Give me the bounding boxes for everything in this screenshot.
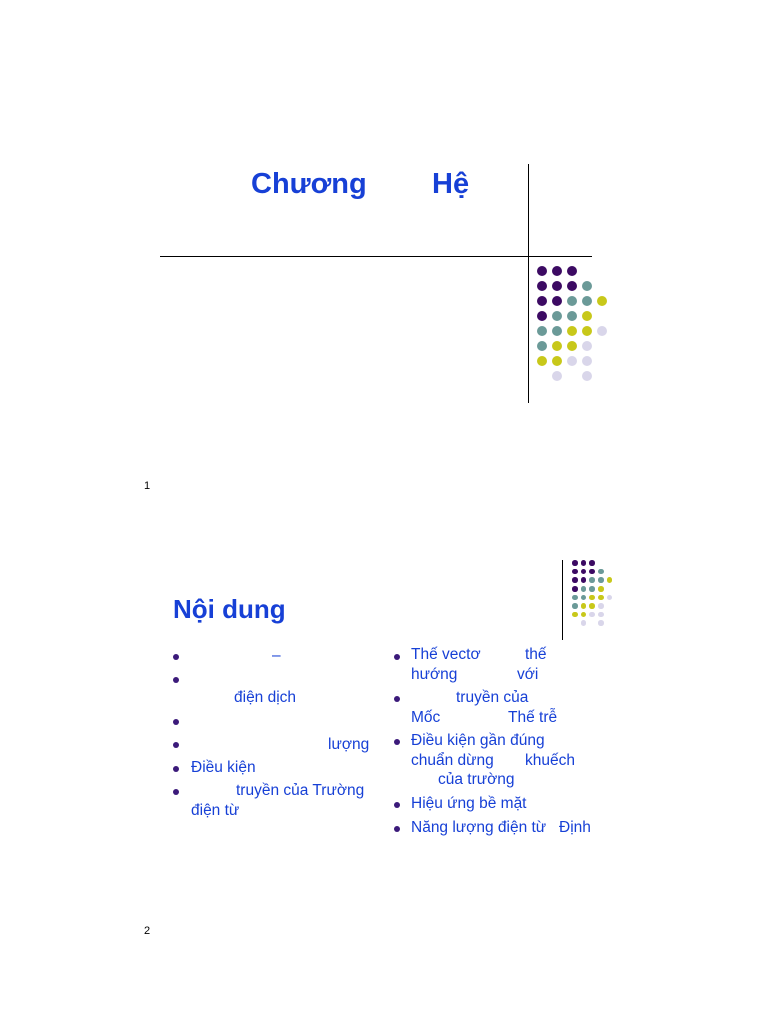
bullet-marker [173, 719, 179, 725]
pattern-dot [589, 569, 595, 575]
pattern-dot [572, 560, 578, 566]
pattern-dot [572, 586, 578, 592]
slide-1-title-word-1: Chương [251, 168, 367, 200]
right-item-1-text: Thế vectơ [411, 646, 481, 663]
pattern-dot [589, 612, 595, 618]
pattern-dot [537, 296, 547, 306]
pattern-dot [567, 341, 577, 351]
pattern-dot [581, 577, 587, 583]
pattern-dot [582, 356, 592, 366]
pattern-dot [598, 620, 604, 626]
right-item-3-text-d: của trường [438, 771, 515, 788]
pattern-dot [537, 266, 547, 276]
left-item-6-text-cont: điện từ [191, 802, 240, 819]
pattern-dot [589, 586, 595, 592]
pattern-dot [582, 341, 592, 351]
bullet-marker [394, 654, 400, 660]
pattern-dot [589, 577, 595, 583]
left-item-6-text: truyền của Trường [236, 782, 365, 799]
bullet-marker [173, 677, 179, 683]
slide-1-title-word-2: Hệ [432, 168, 470, 200]
pattern-dot [581, 586, 587, 592]
pattern-dot [537, 326, 547, 336]
right-item-2-text: truyền của [456, 689, 529, 706]
pattern-dot [607, 595, 613, 601]
pattern-dot [552, 326, 562, 336]
pattern-dot [581, 560, 587, 566]
pattern-dot [567, 266, 577, 276]
left-item-4-text: lượng [328, 736, 370, 753]
left-item-1-text: – [272, 647, 281, 664]
pattern-dot [582, 281, 592, 291]
pattern-dot [598, 577, 604, 583]
pattern-dot [552, 371, 562, 381]
pattern-dot [537, 356, 547, 366]
pattern-dot [598, 569, 604, 575]
left-item-2-text: điện dịch [234, 689, 297, 706]
pattern-dot [581, 603, 587, 609]
pattern-dot [581, 620, 587, 626]
bullet-marker [394, 802, 400, 808]
pattern-dot [572, 577, 578, 583]
left-item-5-text: Điều kiện [191, 759, 256, 776]
pattern-dot [598, 595, 604, 601]
page-number-2: 2 [144, 925, 151, 937]
pattern-dot [552, 341, 562, 351]
pattern-dot [552, 281, 562, 291]
pattern-dot [552, 266, 562, 276]
pattern-dot [607, 577, 613, 583]
right-item-1-text-b: thế [525, 646, 547, 663]
pattern-dot [581, 595, 587, 601]
pattern-dot [552, 311, 562, 321]
pattern-dot [567, 296, 577, 306]
pattern-dot [567, 281, 577, 291]
pattern-dot [572, 595, 578, 601]
pattern-dot [537, 341, 547, 351]
pattern-dot [582, 296, 592, 306]
bullet-marker [173, 742, 179, 748]
bullet-marker [173, 654, 179, 660]
pattern-dot [597, 296, 607, 306]
right-item-5-text-b: Định [559, 819, 591, 836]
pattern-dot [567, 326, 577, 336]
pattern-dot [537, 281, 547, 291]
right-item-3-text-c: khuếch [525, 752, 575, 769]
bullet-marker [173, 766, 179, 772]
pattern-dot [572, 603, 578, 609]
pattern-dot [598, 603, 604, 609]
pattern-dot [582, 311, 592, 321]
pattern-dot [582, 326, 592, 336]
pattern-dot [581, 612, 587, 618]
right-item-3-text: Điều kiện gần đúng [411, 732, 545, 749]
bullet-marker [394, 826, 400, 832]
slide-1-vertical-rule [528, 164, 529, 403]
bullet-marker [173, 789, 179, 795]
right-item-2-text-b: Mốc [411, 709, 441, 726]
pattern-dot [567, 311, 577, 321]
slide-2-vertical-rule [562, 560, 563, 640]
pattern-dot [589, 603, 595, 609]
pattern-dot [537, 311, 547, 321]
pattern-dot [567, 356, 577, 366]
pattern-dot [552, 356, 562, 366]
pattern-dot [572, 569, 578, 575]
bullet-marker [394, 696, 400, 702]
right-item-3-text-b: chuẩn dừng [411, 752, 494, 769]
pattern-dot [552, 296, 562, 306]
pattern-dot [572, 612, 578, 618]
right-item-4-text: Hiệu ứng bề mặt [411, 795, 527, 812]
bullet-marker [394, 739, 400, 745]
right-item-1-text-d: với [517, 666, 539, 683]
pattern-dot [582, 371, 592, 381]
pattern-dot [597, 326, 607, 336]
right-item-5-text: Năng lượng điện từ [411, 819, 547, 836]
pattern-dot [581, 569, 587, 575]
pattern-dot [589, 560, 595, 566]
pattern-dot [589, 595, 595, 601]
right-item-2-text-c: Thế trễ [508, 709, 558, 726]
page-number-1: 1 [144, 480, 151, 492]
slide-2-heading: Nội dung [173, 594, 286, 624]
pattern-dot [598, 612, 604, 618]
pattern-dot [598, 586, 604, 592]
right-item-1-text-c: hướng [411, 666, 458, 683]
